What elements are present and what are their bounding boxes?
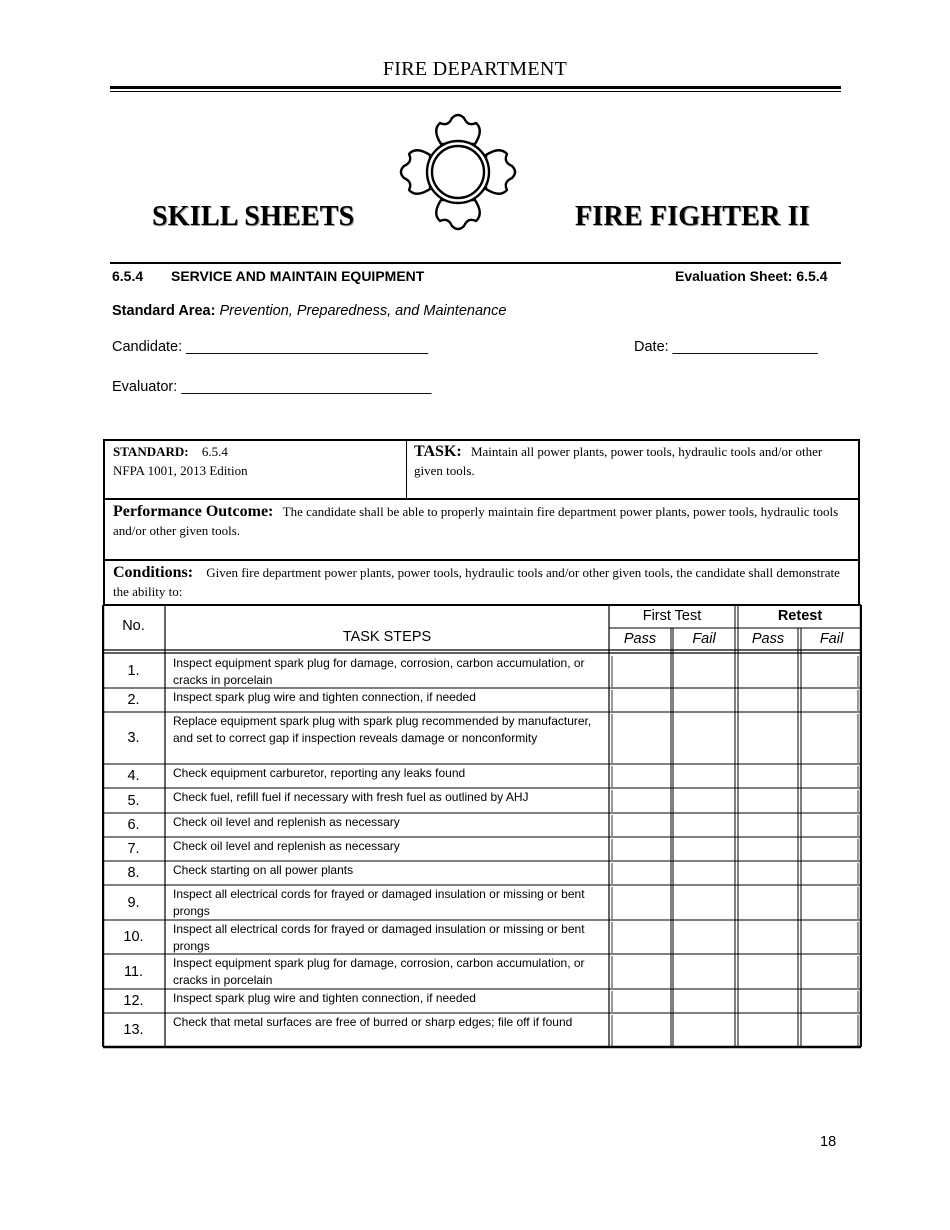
first-test-pass-cell[interactable] [612,837,671,861]
first-test-fail-cell[interactable] [673,712,735,764]
performance-text: The candidate shall be able to properly maintain fire department power plants, power tools, hydraulic tools and/or other given tools. [113,504,839,538]
standard-area-label: Standard Area: [112,303,216,319]
first-test-fail-cell[interactable] [673,920,735,954]
standard-label: STANDARD: [113,444,189,459]
step-number: 11. [123,963,144,980]
performance-cell [113,502,848,540]
column-header-fail: Fail [692,631,716,647]
first-test-fail-cell[interactable] [673,837,735,861]
retest-fail-cell[interactable] [801,954,858,989]
candidate-field[interactable]: Candidate: ______________________________ [112,339,429,355]
retest-fail-cell[interactable] [801,861,858,885]
step-number: 3. [127,730,140,746]
header-rule-thick [110,86,841,89]
retest-fail-cell[interactable] [801,885,858,920]
first-test-pass-cell[interactable] [612,654,671,688]
evaluation-sheet-label: Evaluation Sheet: 6.5.4 [675,268,828,284]
retest-pass-cell[interactable] [738,688,798,712]
step-text: Inspect equipment spark plug for damage, corrosion, carbon accumulation, or cracks in porcelain [173,956,585,987]
column-header-task-steps: TASK STEPS [342,629,432,645]
page-number: 18 [820,1134,837,1150]
step-number: 1. [127,663,140,679]
first-test-pass-cell[interactable] [612,712,671,764]
first-test-pass-cell[interactable] [612,954,671,989]
column-header-no: No. [122,618,145,634]
section-rule [110,262,841,264]
step-text: Check that metal surfaces are free of burred or sharp edges; file off if found [173,1015,573,1029]
retest-fail-cell[interactable] [801,837,858,861]
first-test-fail-cell[interactable] [673,788,735,813]
retest-fail-cell[interactable] [801,764,858,788]
step-text: Inspect all electrical cords for frayed or damaged insulation or missing or bent prongs [173,922,585,953]
step-text: Check fuel, refill fuel if necessary with fresh fuel as outlined by AHJ [173,790,529,804]
task-text: Maintain all power plants, power tools, hydraulic tools and/or other given tools. [414,444,823,478]
standard-edition: NFPA 1001, 2013 Edition [113,463,248,478]
retest-pass-cell[interactable] [738,837,798,861]
step-text: Check oil level and replenish as necessary [173,839,400,853]
step-number: 10. [123,929,144,945]
step-text: Inspect spark plug wire and tighten connection, if needed [173,991,476,1005]
retest-pass-cell[interactable] [738,861,798,885]
performance-outcome-box [103,498,860,561]
step-text: Replace equipment spark plug with spark plug recommended by manufacturer, and set to correct gap if inspection reveals damage or nonconformity [173,714,592,745]
standard-cell [113,442,398,480]
section-number: 6.5.4 [112,268,144,284]
step-text: Check oil level and replenish as necessary [173,815,400,829]
step-text: Inspect spark plug wire and tighten connection, if needed [173,690,476,704]
first-test-fail-cell[interactable] [673,1013,735,1047]
step-number: 2. [127,692,140,708]
retest-pass-cell[interactable] [738,813,798,837]
retest-fail-cell[interactable] [801,654,858,688]
first-test-fail-cell[interactable] [673,989,735,1013]
retest-fail-cell[interactable] [801,813,858,837]
conditions-label: Conditions: [113,564,194,581]
column-header-retest-pass: Pass [751,631,785,647]
step-number: 6. [127,817,140,833]
date-field[interactable]: Date: __________________ [634,339,818,355]
first-test-pass-cell[interactable] [612,861,671,885]
retest-fail-cell[interactable] [801,788,858,813]
retest-fail-cell[interactable] [801,712,858,764]
first-test-fail-cell[interactable] [673,654,735,688]
column-header-retest-fail: Fail [819,631,844,647]
first-test-fail-cell[interactable] [673,885,735,920]
retest-pass-cell[interactable] [738,764,798,788]
step-number: 4. [127,768,140,784]
first-test-fail-cell[interactable] [673,764,735,788]
column-header-pass: Pass [623,631,657,647]
step-number: 9. [127,894,140,911]
retest-pass-cell[interactable] [738,989,798,1013]
step-number: 13. [123,1022,144,1038]
fire-fighter-title: FIRE FIGHTER II [575,201,810,232]
first-test-pass-cell[interactable] [612,813,671,837]
task-cell [414,442,844,480]
task-label: TASK: [414,443,462,460]
conditions-cell [113,563,848,601]
step-text: Inspect equipment spark plug for damage, corrosion, carbon accumulation, or cracks in porcelain [173,656,585,687]
header-rule-thin [110,91,841,92]
step-text: Check equipment carburetor, reporting any leaks found [173,766,466,780]
retest-pass-cell[interactable] [738,654,798,688]
standard-task-box [103,439,860,500]
department-title: FIRE DEPARTMENT [382,58,568,80]
skill-sheets-title: SKILL SHEETS [152,201,355,232]
first-test-fail-cell[interactable] [673,688,735,712]
column-header-first-test: First Test [642,608,702,624]
first-test-pass-cell[interactable] [612,989,671,1013]
first-test-fail-cell[interactable] [673,954,735,989]
section-name: SERVICE AND MAINTAIN EQUIPMENT [171,268,425,284]
standard-area-value: Prevention, Preparedness, and Maintenance [219,303,507,319]
column-header-retest: Retest [777,608,823,624]
retest-fail-cell[interactable] [801,688,858,712]
retest-fail-cell[interactable] [801,989,858,1013]
conditions-text: Given fire department power plants, power tools, hydraulic tools and/or other given tools, the candidate shall demonstrate the ability to: [113,565,840,599]
standard-task-divider [406,441,407,498]
retest-fail-cell[interactable] [801,1013,858,1047]
first-test-pass-cell[interactable] [612,688,671,712]
evaluator-field[interactable]: Evaluator: _______________________________ [112,379,432,395]
retest-pass-cell[interactable] [738,920,798,954]
first-test-pass-cell[interactable] [612,764,671,788]
first-test-pass-cell[interactable] [612,885,671,920]
retest-fail-cell[interactable] [801,920,858,954]
step-number: 5. [127,792,140,809]
retest-pass-cell[interactable] [738,1013,798,1047]
standard-number: 6.5.4 [201,444,228,459]
retest-pass-cell[interactable] [738,712,798,764]
step-text: Inspect all electrical cords for frayed or damaged insulation or missing or bent prongs [173,887,585,918]
first-test-pass-cell[interactable] [612,920,671,954]
standard-area [112,303,506,319]
step-number: 7. [127,841,140,857]
conditions-box [103,559,860,606]
first-test-pass-cell[interactable] [612,788,671,813]
retest-pass-cell[interactable] [738,954,798,989]
first-test-fail-cell[interactable] [673,813,735,837]
step-number: 8. [127,865,140,881]
step-text: Check starting on all power plants [173,863,354,877]
first-test-pass-cell[interactable] [612,1013,671,1047]
step-number: 12. [123,993,144,1009]
first-test-fail-cell[interactable] [673,861,735,885]
maltese-cross-icon [396,110,520,234]
retest-pass-cell[interactable] [738,885,798,920]
retest-pass-cell[interactable] [738,788,798,813]
performance-label: Performance Outcome: [113,503,274,520]
table-cells [102,604,862,1049]
